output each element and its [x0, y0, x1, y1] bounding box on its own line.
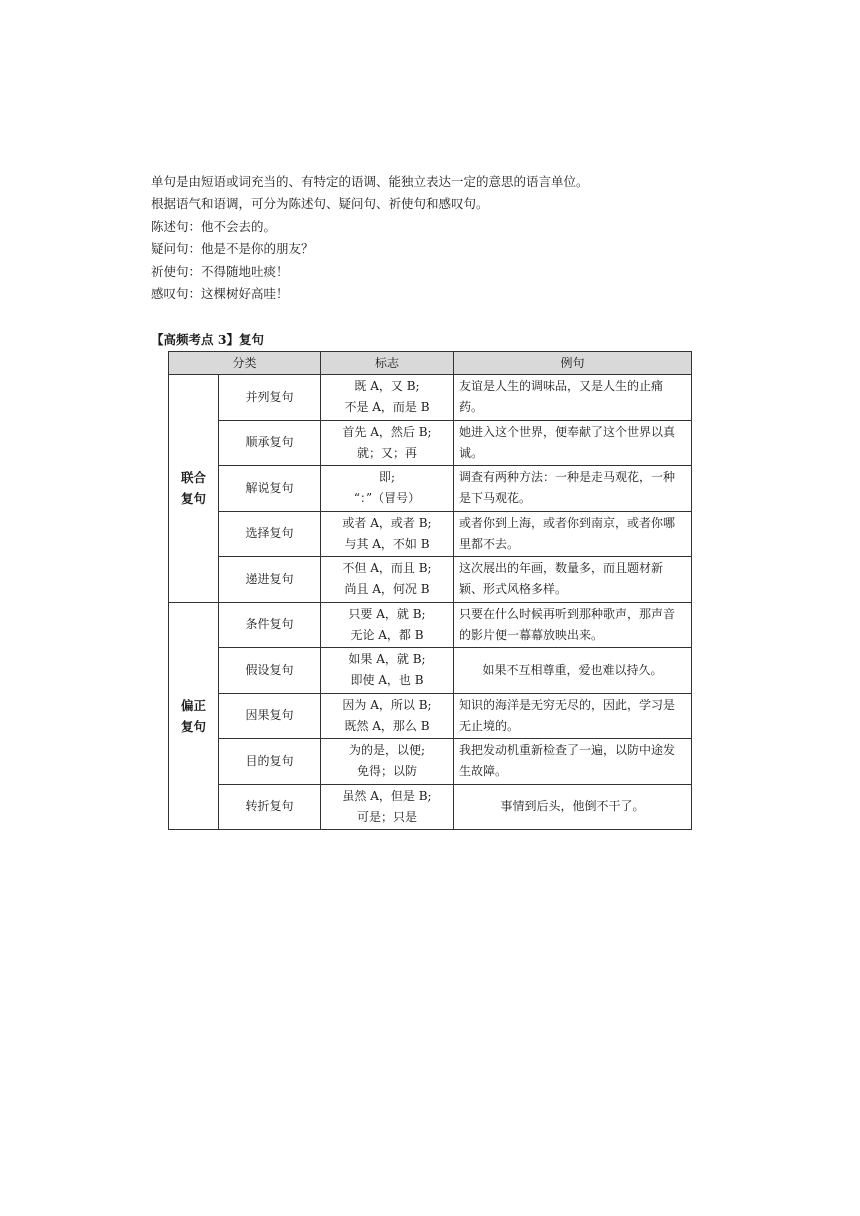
- header-marker: 标志: [321, 352, 454, 375]
- table-row: [169, 602, 692, 648]
- marker-words: 虽然 A，但是 B; 可是；只是: [321, 784, 454, 830]
- table-row: [169, 557, 692, 603]
- example-sentence: 或者你到上海，或者你到南京，或者你哪里都不去。: [454, 511, 692, 557]
- header-category: 分类: [169, 352, 321, 375]
- sentence-type: 转折复句: [219, 784, 321, 830]
- sentence-type: 目的复句: [219, 739, 321, 785]
- marker-words: 不但 A，而且 B; 尚且 A，何况 B: [321, 557, 454, 603]
- table-row: [169, 784, 692, 830]
- table-row: [169, 648, 692, 694]
- example-sentence: 调查有两种方法：一种是走马观花，一种是下马观花。: [454, 466, 692, 512]
- sentence-type: 解说复句: [219, 466, 321, 512]
- example-sentence: 如果不互相尊重，爱也难以持久。: [454, 648, 692, 694]
- intro-text: [151, 171, 589, 305]
- table-row: [169, 375, 692, 421]
- table-row: [169, 511, 692, 557]
- sentence-type: 假设复句: [219, 648, 321, 694]
- example-sentence: 只要在什么时候再听到那种歌声，那声音的影片便一幕幕放映出来。: [454, 602, 692, 648]
- sentence-type: 选择复句: [219, 511, 321, 557]
- section-title: 【高频考点 3】复句: [151, 332, 265, 347]
- marker-words: 因为 A，所以 B; 既然 A，那么 B: [321, 693, 454, 739]
- intro-line: 单句是由短语或词充当的、有特定的语调、能独立表达一定的意思的语言单位。: [151, 174, 589, 189]
- sentence-type: 并列复句: [219, 375, 321, 421]
- group-label-coordinate: 联合 复句: [169, 375, 219, 603]
- example-sentence: 知识的海洋是无穷无尽的，因此，学习是无止境的。: [454, 693, 692, 739]
- sentence-type: 顺承复句: [219, 420, 321, 466]
- example-sentence: 友谊是人生的调味品，又是人生的止痛药。: [454, 375, 692, 421]
- example-sentence: 她进入这个世界，便奉献了这个世界以真诚。: [454, 420, 692, 466]
- marker-words: 为的是，以便; 免得；以防: [321, 739, 454, 785]
- complex-sentence-table: [168, 351, 692, 830]
- intro-line: 根据语气和语调，可分为陈述句、疑问句、祈使句和感叹句。: [151, 196, 489, 212]
- table-row: [169, 420, 692, 466]
- example-sentence: 这次展出的年画，数量多，而且题材新颖、形式风格多样。: [454, 557, 692, 603]
- table-row: [169, 739, 692, 785]
- sentence-type: 条件复句: [219, 602, 321, 648]
- header-example: 例句: [454, 352, 692, 375]
- example-sentence: 我把发动机重新检查了一遍，以防中途发生故障。: [454, 739, 692, 785]
- intro-line: 祈使句：不得随地吐痰！: [151, 263, 289, 279]
- table-row: [169, 466, 692, 512]
- marker-words: 即; “：”（冒号）: [321, 466, 454, 512]
- intro-line: 陈述句：他不会去的。: [151, 218, 277, 234]
- marker-words: 首先 A，然后 B; 就；又；再: [321, 420, 454, 466]
- marker-words: 只要 A，就 B; 无论 A，都 B: [321, 602, 454, 648]
- group-label-subordinate: 偏正 复句: [169, 602, 219, 830]
- intro-line: 疑问句：他是不是你的朋友？: [151, 241, 314, 257]
- intro-line: 感叹句：这棵树好高哇！: [151, 286, 289, 302]
- table-row: [169, 693, 692, 739]
- sentence-type: 因果复句: [219, 693, 321, 739]
- marker-words: 如果 A，就 B; 即使 A，也 B: [321, 648, 454, 694]
- sentence-type: 递进复句: [219, 557, 321, 603]
- marker-words: 既 A，又 B; 不是 A，而是 B: [321, 375, 454, 421]
- example-sentence: 事情到后头，他倒不干了。: [454, 784, 692, 830]
- marker-words: 或者 A，或者 B; 与其 A，不如 B: [321, 511, 454, 557]
- table-header-row: [169, 352, 692, 375]
